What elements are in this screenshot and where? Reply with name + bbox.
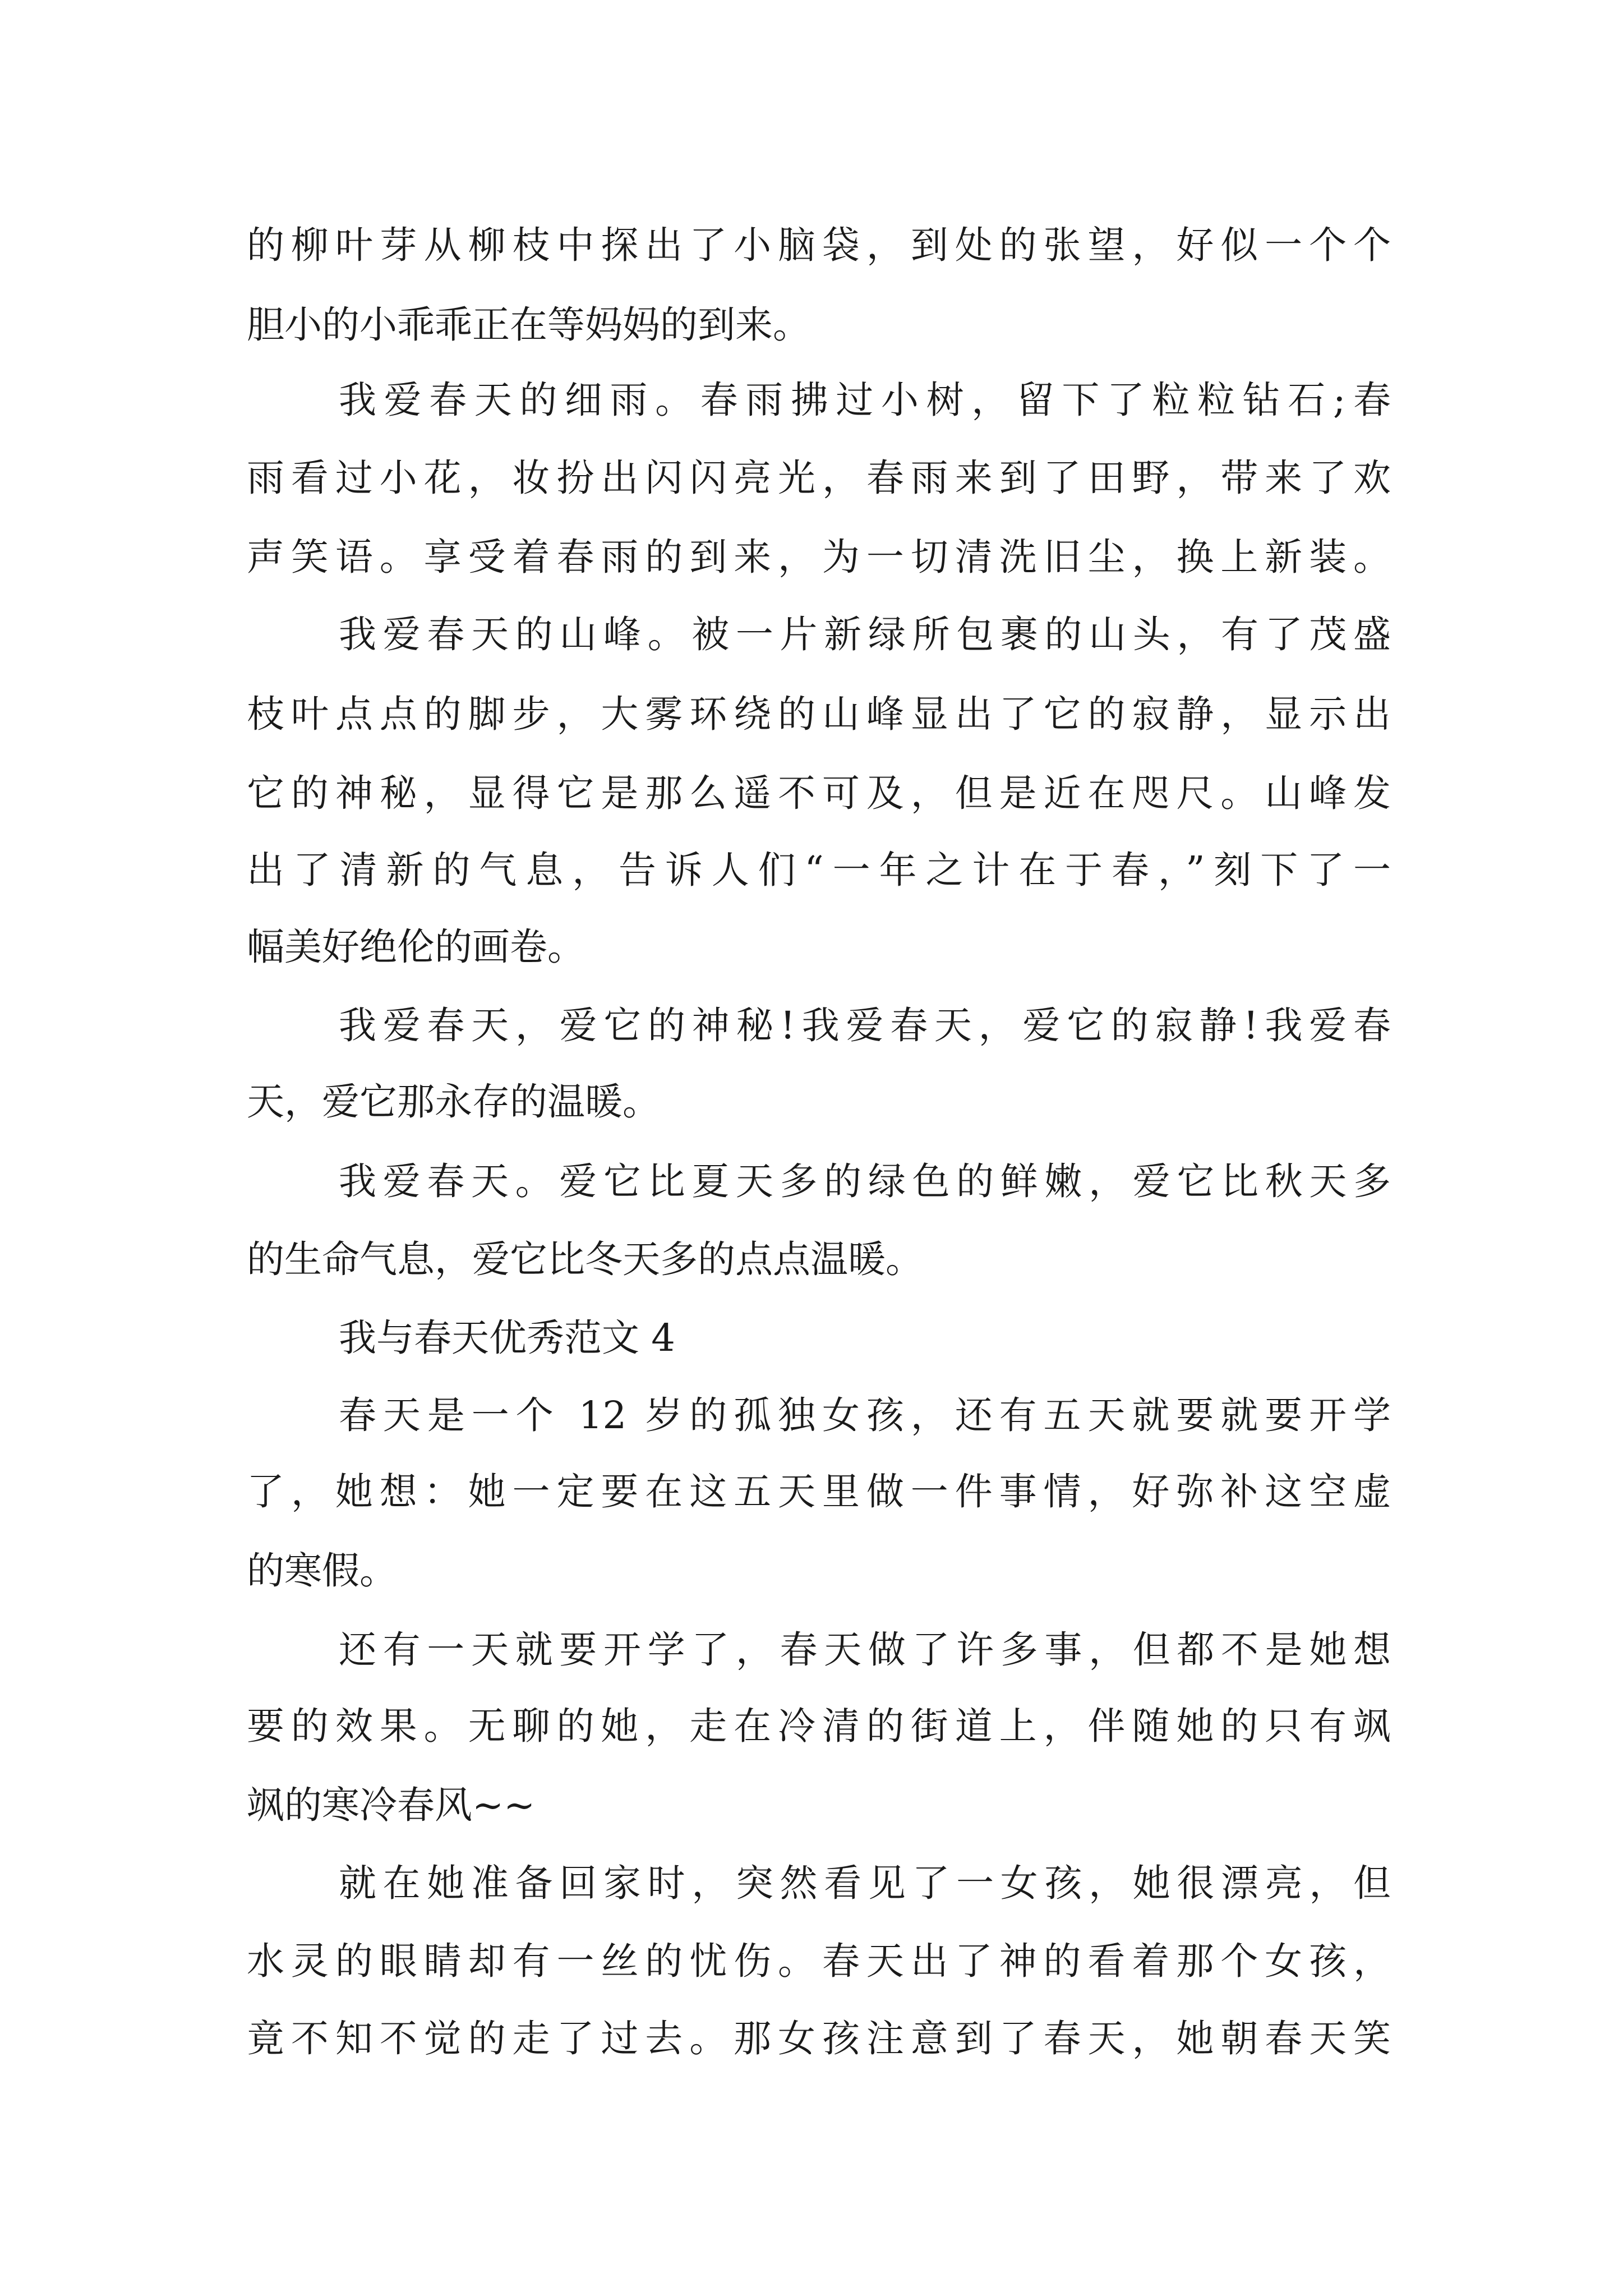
text-line: 胆小的小乖乖正在等妈妈的到来。 bbox=[247, 303, 810, 347]
paragraph-first-line: 我爱春天的山峰。被一片新绿所包裹的山头，有了茂盛 bbox=[339, 613, 1391, 656]
text-line: 幅美好绝伦的画卷。 bbox=[247, 925, 585, 969]
text-line: 天，爱它那永存的温暖。 bbox=[247, 1080, 660, 1124]
text-line: 竟不知不觉的走了过去。那女孩注意到了春天，她朝春天笑 bbox=[247, 2017, 1391, 2060]
text-line: 了，她想：她一定要在这五天里做一件事情，好弥补这空虚 bbox=[247, 1470, 1391, 1513]
text-line: 声笑语。享受着春雨的到来，为一切清洗旧尘，换上新装。 bbox=[247, 535, 1391, 579]
section-heading: 我与春天优秀范文 4 bbox=[339, 1316, 675, 1360]
paragraph-first-line: 我爱春天。爱它比夏天多的绿色的鲜嫩，爱它比秋天多 bbox=[339, 1159, 1391, 1203]
text-line: 枝叶点点的脚步，大雾环绕的山峰显出了它的寂静，显示出 bbox=[247, 692, 1391, 736]
text-line: 要的效果。无聊的她，走在冷清的街道上，伴随她的只有飒 bbox=[247, 1704, 1391, 1748]
paragraph-first-line: 我爱春天，爱它的神秘!我爱春天，爱它的寂静!我爱春 bbox=[339, 1004, 1391, 1047]
text-line: 出了清新的气息，告诉人们“一年之计在于春，”刻下了一 bbox=[247, 848, 1391, 892]
paragraph-first-line: 我爱春天的细雨。春雨拂过小树，留下了粒粒钻石;春 bbox=[339, 378, 1391, 422]
text-line: 的生命气息，爱它比冬天多的点点温暖。 bbox=[247, 1237, 923, 1281]
text-line: 的寒假。 bbox=[247, 1549, 397, 1593]
text-line: 它的神秘，显得它是那么遥不可及，但是近在咫尺。山峰发 bbox=[247, 771, 1391, 815]
paragraph-first-line: 春天是一个 12 岁的孤独女孩，还有五天就要就要开学 bbox=[339, 1393, 1391, 1437]
paragraph-first-line: 就在她准备回家时，突然看见了一女孩，她很漂亮，但 bbox=[339, 1861, 1391, 1905]
text-line: 飒的寒冷春风~~ bbox=[247, 1783, 536, 1827]
text-line: 水灵的眼睛却有一丝的忧伤。春天出了神的看着那个女孩， bbox=[247, 1939, 1391, 1983]
text-line: 雨看过小花，妆扮出闪闪亮光，春雨来到了田野，带来了欢 bbox=[247, 456, 1391, 500]
paragraph-first-line: 还有一天就要开学了，春天做了许多事，但都不是她想 bbox=[339, 1628, 1391, 1672]
text-line: 的柳叶芽从柳枝中探出了小脑袋，到处的张望，好似一个个 bbox=[247, 223, 1391, 267]
